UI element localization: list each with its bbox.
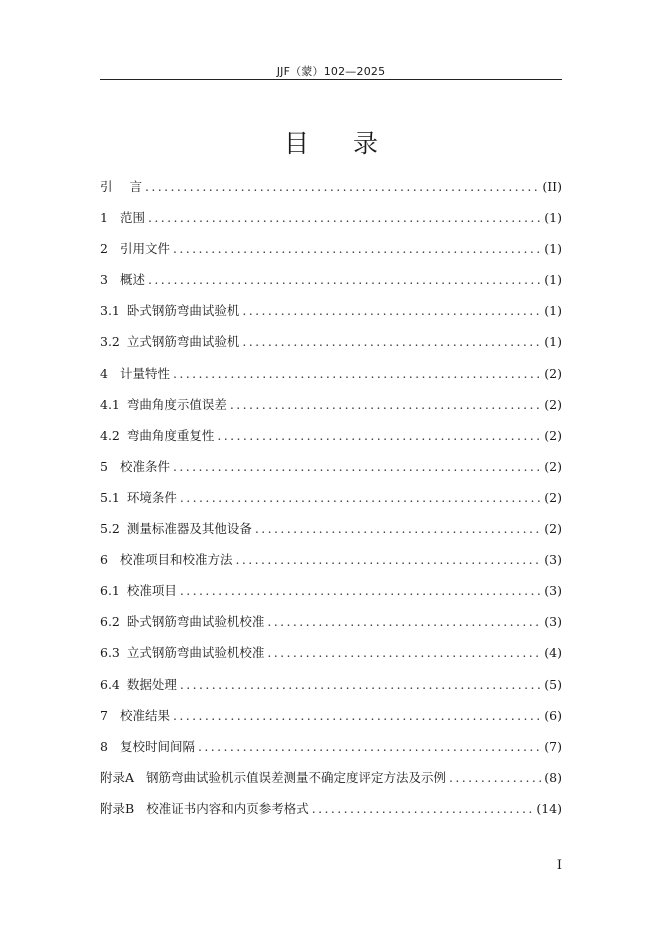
- toc-entry-title: 引用文件: [119, 241, 170, 257]
- dot-leader: [145, 174, 539, 199]
- toc-entry-page: (1): [544, 272, 562, 288]
- toc-entry-page: (5): [544, 676, 562, 692]
- dot-leader: [180, 485, 541, 510]
- table-of-contents: [100, 174, 562, 827]
- toc-entry-page: (1): [544, 241, 562, 257]
- toc-entry-3-2[interactable]: [100, 329, 562, 360]
- toc-entry-appendix-b[interactable]: [100, 796, 562, 827]
- toc-entry-page: (7): [544, 738, 562, 754]
- toc-entry-number: 7: [100, 707, 108, 723]
- toc-entry-title: 校准项目: [126, 583, 177, 599]
- toc-entry-number: 4: [100, 365, 108, 381]
- dot-leader: [180, 672, 541, 697]
- toc-entry-number: 6.3: [100, 645, 120, 661]
- toc-entry-page: (8): [544, 769, 562, 785]
- dot-leader: [230, 392, 541, 417]
- toc-entry-title: 钢筋弯曲试验机示值误差测量不确定度评定方法及示例: [146, 769, 447, 785]
- toc-entry-page: (2): [544, 458, 562, 474]
- dot-leader: [217, 423, 541, 448]
- document-code: JJF（蒙）102—2025: [276, 65, 386, 78]
- toc-entry-page: (6): [544, 707, 562, 723]
- dot-leader: [173, 361, 541, 386]
- toc-entry-title: 校准结果: [119, 707, 170, 723]
- toc-entry-5-2[interactable]: [100, 516, 562, 547]
- toc-entry-number: 5: [100, 458, 108, 474]
- header-rule: [100, 79, 562, 80]
- toc-entry-page: (2): [544, 489, 562, 505]
- dot-leader: [449, 765, 541, 790]
- toc-entry-title: 测量标准器及其他设备: [126, 521, 252, 537]
- dot-leader: [242, 329, 541, 354]
- toc-entry-title: 环境条件: [126, 489, 177, 505]
- toc-entry-6-2[interactable]: [100, 609, 562, 640]
- toc-entry-number: 4.1: [100, 396, 120, 412]
- toc-entry-number: 6.1: [100, 583, 120, 599]
- toc-entry-page: (2): [544, 427, 562, 443]
- toc-entry-page: (1): [544, 334, 562, 350]
- toc-entry-title: 范围: [119, 210, 145, 226]
- dot-leader: [173, 703, 541, 728]
- toc-entry-title: 概述: [119, 272, 145, 288]
- toc-entry-2[interactable]: [100, 236, 562, 267]
- dot-leader: [267, 640, 541, 665]
- page-number: I: [556, 858, 562, 873]
- toc-entry-title: 弯曲角度示值误差: [126, 396, 227, 412]
- toc-entry-number: 3.1: [100, 303, 120, 319]
- toc-entry-7[interactable]: [100, 703, 562, 734]
- toc-entry-number: 6.4: [100, 676, 120, 692]
- toc-entry-4[interactable]: [100, 361, 562, 392]
- toc-entry-number: 5.1: [100, 489, 120, 505]
- toc-entry-page: (1): [544, 303, 562, 319]
- toc-entry-number: 6: [100, 552, 108, 568]
- toc-entry-title: 立式钢筋弯曲试验机校准: [126, 645, 265, 661]
- toc-entry-4-2[interactable]: [100, 423, 562, 454]
- toc-entry-page: (3): [544, 583, 562, 599]
- dot-leader: [242, 298, 541, 323]
- toc-entry-6-4[interactable]: [100, 672, 562, 703]
- toc-entry-title: 校准条件: [119, 458, 170, 474]
- toc-entry-3-1[interactable]: [100, 298, 562, 329]
- toc-entry-page: (2): [544, 365, 562, 381]
- dot-leader: [173, 236, 541, 261]
- dot-leader: [267, 609, 541, 634]
- toc-entry-title: 言: [129, 179, 143, 194]
- toc-entry-title: 立式钢筋弯曲试验机: [126, 334, 240, 350]
- dot-leader: [148, 267, 541, 292]
- dot-leader: [173, 454, 541, 479]
- toc-entry-intro[interactable]: [100, 174, 562, 205]
- toc-entry-appendix-a[interactable]: [100, 765, 562, 796]
- toc-entry-title: 数据处理: [126, 676, 177, 692]
- toc-entry-1[interactable]: [100, 205, 562, 236]
- toc-entry-number: 8: [100, 738, 108, 754]
- toc-entry-title: 校准证书内容和内页参考格式: [146, 800, 309, 816]
- toc-entry-title: 计量特性: [119, 365, 170, 381]
- toc-entry-number: 1: [100, 210, 108, 226]
- dot-leader: [198, 734, 541, 759]
- toc-entry-number: 引: [100, 179, 113, 194]
- toc-entry-title: 弯曲角度重复性: [126, 427, 215, 443]
- toc-entry-title: 校准项目和校准方法: [119, 552, 233, 568]
- toc-entry-page: (3): [544, 552, 562, 568]
- toc-entry-page: (II): [542, 179, 562, 194]
- toc-entry-number: 附录A: [100, 769, 135, 785]
- dot-leader: [235, 547, 541, 572]
- toc-entry-8[interactable]: [100, 734, 562, 765]
- toc-entry-3[interactable]: [100, 267, 562, 298]
- toc-entry-page: (4): [544, 645, 562, 661]
- dot-leader: [312, 796, 534, 821]
- toc-entry-page: (14): [536, 800, 562, 816]
- toc-entry-number: 2: [100, 241, 108, 257]
- toc-entry-title: 卧式钢筋弯曲试验机校准: [126, 614, 265, 630]
- toc-entry-page: (1): [544, 210, 562, 226]
- toc-entry-number: 4.2: [100, 427, 120, 443]
- toc-title: 目 录: [284, 129, 396, 158]
- toc-entry-number: 6.2: [100, 614, 120, 630]
- toc-entry-5[interactable]: [100, 454, 562, 485]
- toc-entry-title: 卧式钢筋弯曲试验机: [126, 303, 240, 319]
- dot-leader: [255, 516, 541, 541]
- toc-entry-page: (3): [544, 614, 562, 630]
- toc-entry-number: 5.2: [100, 521, 120, 537]
- toc-entry-page: (2): [544, 396, 562, 412]
- toc-entry-page: (2): [544, 521, 562, 537]
- toc-entry-6[interactable]: [100, 547, 562, 578]
- toc-entry-number: 3.2: [100, 334, 120, 350]
- toc-entry-6-3[interactable]: [100, 640, 562, 671]
- toc-entry-4-1[interactable]: [100, 392, 562, 423]
- dot-leader: [148, 205, 541, 230]
- toc-entry-5-1[interactable]: [100, 485, 562, 516]
- toc-entry-6-1[interactable]: [100, 578, 562, 609]
- toc-entry-title: 复校时间间隔: [119, 738, 195, 754]
- dot-leader: [180, 578, 541, 603]
- toc-entry-number: 附录B: [100, 800, 135, 816]
- toc-entry-number: 3: [100, 272, 108, 288]
